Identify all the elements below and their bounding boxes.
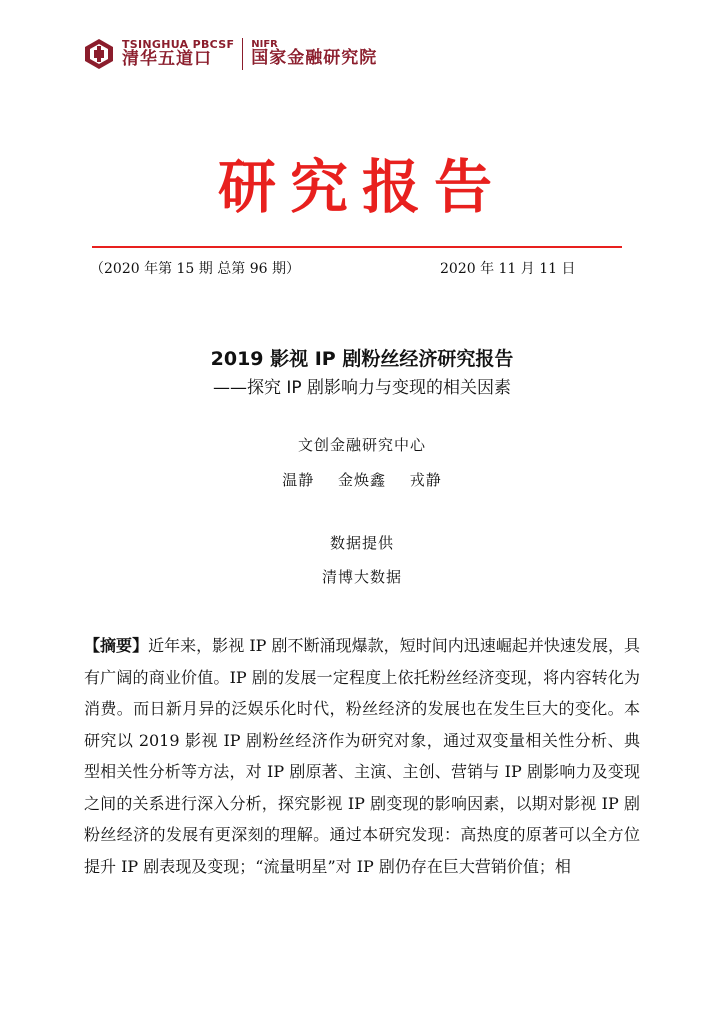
brand-english: TSINGHUA PBCSF xyxy=(122,38,235,52)
data-provider-label: 数据提供 xyxy=(329,534,394,552)
brand-chinese: 清华五道口 xyxy=(122,48,212,69)
header-logo xyxy=(84,34,377,74)
brand-name xyxy=(122,39,234,68)
brand-divider xyxy=(242,38,243,70)
nifr-chinese: 国家金融研究院 xyxy=(251,48,378,69)
organization: 文创金融研究中心 xyxy=(297,436,426,454)
nifr-english: NIFR xyxy=(251,38,278,50)
publish-date: 2020 年 11 月 11 日 xyxy=(440,261,576,277)
abstract-label: 【摘要】 xyxy=(84,636,149,655)
author-name: 温静 xyxy=(282,471,315,489)
author-name: 戎静 xyxy=(409,471,442,489)
pbcsf-logo-icon xyxy=(84,38,114,70)
report-title: 2019 影视 IP 剧粉丝经济研究报告 xyxy=(210,348,514,370)
data-provider: 清博大数据 xyxy=(321,568,402,586)
report-subtitle: ——探究 IP 剧影响力与变现的相关因素 xyxy=(212,378,512,398)
author-name: 金焕鑫 xyxy=(337,471,386,489)
abstract-text: 近年来，影视 IP 剧不断涌现爆款，短时间内迅速崛起并快速发展，具有广阔的商业价值。IP 剧的发展一定程度上依托粉丝经济变现，将内容转化为消费。而日新月异的泛娱乐化时代，粉丝经济的发展也在发生巨大的变化。本研究以 2019 影视 IP 剧粉丝经济作为研究对象，通过双变量相关性分析、典型相关性分析等方法，对 IP 剧原著、主演、主创、营销与 IP 剧影响力及变现之间的关系进行深入分析，探究影视 IP 剧变现的影响因素，以期对影视 IP 剧粉丝经济的发展有更深刻的理解。通过本研究发现：高热度的原著可以全方位提升 IP 剧表现及变现；“流量明星”对 IP 剧仍存在巨大营销价值；相 xyxy=(84,636,640,876)
issue-number: （2020 年第 15 期 总第 96 期） xyxy=(90,261,300,277)
cover-title: 研究报告 xyxy=(217,153,506,221)
nifr-name xyxy=(251,40,377,68)
authors xyxy=(0,469,724,490)
title-divider xyxy=(92,246,622,248)
abstract xyxy=(84,630,640,882)
